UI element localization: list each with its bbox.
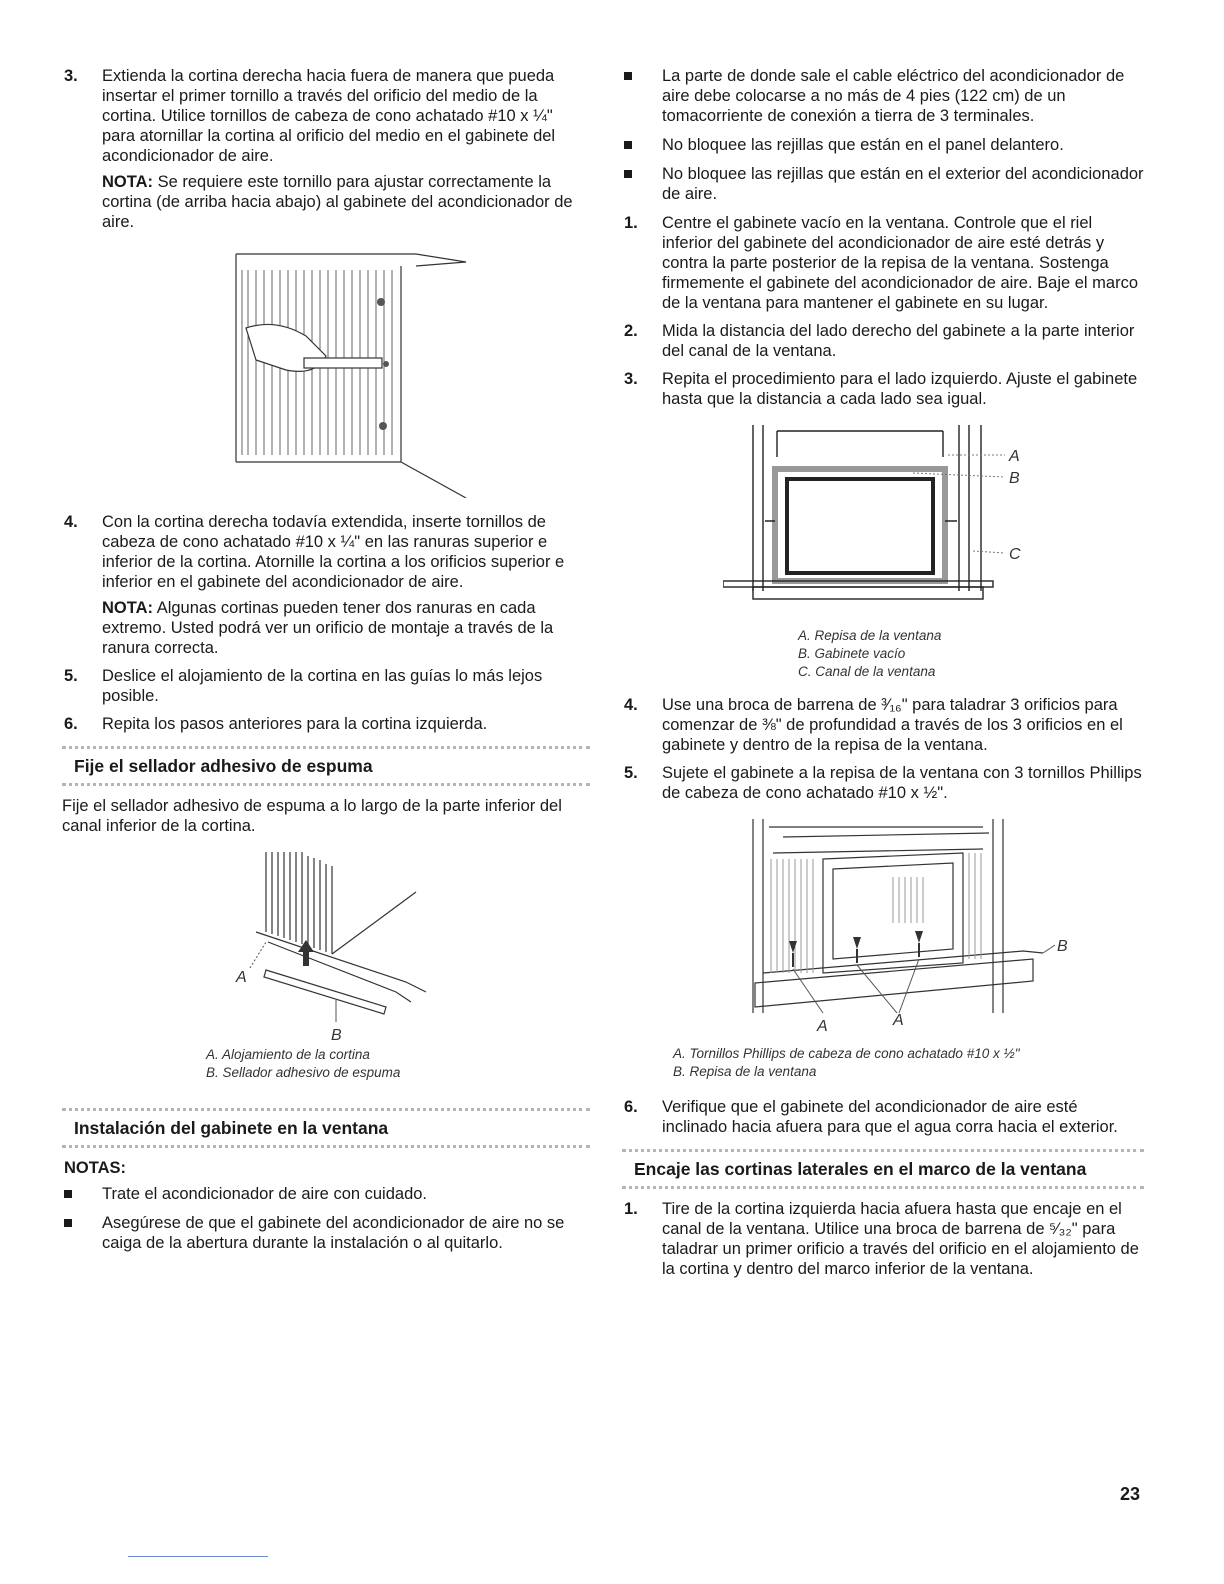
- step-number: 2.: [624, 322, 638, 340]
- bullet-text: No bloquee las rejillas que están en el exterior del acondicionador de aire.: [662, 165, 1144, 203]
- note: [102, 598, 590, 658]
- fig-label-b: B: [331, 1027, 342, 1042]
- step-text: Centre el gabinete vacío en la ventana. Controle que el riel inferior del gabinete del acondicionador de aire esté detrás y contra la parte posterior de la repisa de la ventana. Sostenga firmemente el gabinete del acondicionador de aire. Baje el marco de la ventana para mantener el gabinete en su lugar.: [662, 214, 1139, 312]
- window-measure-illustration: [723, 421, 1043, 621]
- bullet-square: [624, 72, 632, 80]
- caption-line: A. Repisa de la ventana: [798, 628, 942, 643]
- caption-line: B. Gabinete vacío: [798, 646, 906, 661]
- note-label: NOTA:: [102, 173, 154, 191]
- page-number: 23: [1119, 1484, 1140, 1504]
- fig-label-c: C: [1009, 546, 1021, 563]
- step-text: Use una broca de barrena de ³⁄₁₆" para taladrar 3 orificios para comenzar de ⅜" de profundidad a través de los 3 orificios en el gabinete y dentro de la repisa de la ventana.: [662, 696, 1123, 754]
- step-number: 4.: [624, 696, 638, 714]
- step-4: [622, 695, 1144, 755]
- left-column: [62, 66, 590, 1262]
- bullet-square: [624, 170, 632, 178]
- foam-seal-illustration: [206, 842, 446, 1042]
- step-4: [62, 512, 590, 658]
- bullet-square: [624, 141, 632, 149]
- window-figure-caption: [798, 627, 968, 681]
- bullet-square: [64, 1219, 72, 1227]
- step-2: [622, 321, 1144, 361]
- bullet-square: [64, 1190, 72, 1198]
- bullet-item: [622, 164, 1144, 204]
- step-number: 3.: [624, 370, 638, 388]
- right-column: [622, 66, 1144, 1287]
- caption-line: B. Sellador adhesivo de espuma: [206, 1065, 401, 1080]
- step-text: Deslice el alojamiento de la cortina en las guías lo más lejos posible.: [102, 667, 543, 705]
- note-label: NOTA:: [102, 599, 154, 617]
- step-text: Repita los pasos anteriores para la cortina izquierda.: [102, 715, 488, 733]
- caption-line: A. Tornillos Phillips de cabeza de cono achatado #10 x ½": [673, 1046, 1020, 1061]
- step-number: 6.: [624, 1098, 638, 1116]
- bullet-item: [62, 1184, 590, 1204]
- step-number: 3.: [64, 67, 78, 85]
- step-1: [622, 213, 1144, 313]
- section-heading-foam: Fije el sellador adhesivo de espuma: [62, 746, 590, 786]
- step-text: Repita el procedimiento para el lado izquierdo. Ajuste el gabinete hasta que la distancia a cada lado sea igual.: [662, 370, 1138, 408]
- caption-line: B. Repisa de la ventana: [673, 1064, 817, 1079]
- caption-line: C. Canal de la ventana: [798, 664, 936, 679]
- step-number: 4.: [64, 513, 78, 531]
- note-text: Algunas cortinas pueden tener dos ranuras en cada extremo. Usted podrá ver un orificio de montaje a través de la ranura correcta.: [102, 599, 554, 657]
- step-text: Verifique que el gabinete del acondicionador de aire esté inclinado hacia afuera para que el agua corra hacia el exterior.: [662, 1098, 1118, 1136]
- foam-text: Fije el sellador adhesivo de espuma a lo largo de la parte inferior del canal inferior de la cortina.: [62, 797, 562, 835]
- bullet-text: Trate el acondicionador de aire con cuidado.: [102, 1185, 428, 1203]
- step-3: [62, 66, 590, 232]
- step-5: [622, 763, 1144, 803]
- step-6: [62, 714, 590, 734]
- section-heading-cabinet: Instalación del gabinete en la ventana: [62, 1108, 590, 1148]
- step-number: 5.: [624, 764, 638, 782]
- fig-label-a: A: [1009, 448, 1020, 465]
- step-text: Mida la distancia del lado derecho del gabinete a la parte interior del canal de la ventana.: [662, 322, 1135, 360]
- bullet-item: [622, 66, 1144, 126]
- step-number: 6.: [64, 715, 78, 733]
- step-number: 1.: [624, 1200, 638, 1218]
- step-number: 5.: [64, 667, 78, 685]
- fig-label-a: A: [893, 1012, 904, 1029]
- fig-label-b: B: [1009, 470, 1020, 487]
- section-heading-curtains: Encaje las cortinas laterales en el marco de la ventana: [622, 1149, 1144, 1189]
- note-text: Se requiere este tornillo para ajustar correctamente la cortina (de arriba hacia abajo) al gabinete del acondicionador de aire.: [102, 173, 573, 231]
- bullet-item: [62, 1213, 590, 1253]
- step-5: [62, 666, 590, 706]
- fig-label-b: B: [1057, 938, 1068, 955]
- step-text: Extienda la cortina derecha hacia fuera de manera que pueda insertar el primer tornillo a través del orificio del medio de la cortina. Utilice tornillos de cabeza de cono achatado #10 x ¼" para atornillar la cortina al orificio del medio en el gabinete del acondicionador de aire.: [102, 67, 556, 165]
- screws-figure-caption: [673, 1045, 1093, 1081]
- step-text: Con la cortina derecha todavía extendida, inserte tornillos de cabeza de cono achatado #10 x ¼" en las ranuras superior e inferior de la cortina. Atornille la cortina a los orificios superior e inferior en el gabinete del acondicionador de aire.: [102, 513, 565, 591]
- bullet-text: Asegúrese de que el gabinete del acondicionador de aire no se caiga de la abertura durante la instalación o al quitarlo.: [102, 1214, 565, 1252]
- fig-label-a: A: [817, 1018, 828, 1035]
- bullet-item: [622, 135, 1144, 155]
- curtain-screw-illustration: [176, 240, 476, 498]
- note: [102, 172, 590, 232]
- notes-label: NOTAS:: [64, 1159, 127, 1177]
- bullet-text: La parte de donde sale el cable eléctrico del acondicionador de aire debe colocarse a no más de 4 pies (122 cm) de un tomacorriente de conexión a tierra de 3 terminales.: [662, 67, 1125, 125]
- cabinet-screws-illustration: [693, 813, 1073, 1039]
- step-6: [622, 1097, 1144, 1137]
- bullet-text: No bloquee las rejillas que están en el panel delantero.: [662, 136, 1064, 154]
- step-3: [622, 369, 1144, 409]
- foam-figure-caption: [206, 1046, 446, 1082]
- caption-line: A. Alojamiento de la cortina: [206, 1047, 370, 1062]
- step-number: 1.: [624, 214, 638, 232]
- footer-rule: [128, 1556, 268, 1557]
- fig-label-a: A: [236, 969, 247, 986]
- step-text: Sujete el gabinete a la repisa de la ventana con 3 tornillos Phillips de cabeza de cono achatado #10 x ½".: [662, 764, 1142, 802]
- step-1: [622, 1199, 1144, 1279]
- step-text: Tire de la cortina izquierda hacia afuera hasta que encaje en el canal de la ventana. Utilice una broca de barrena de ⁵⁄₃₂" para taladrar un primer orificio a través del orificio en el alojamiento de la cortina y dentro del marco inferior de la ventana.: [662, 1200, 1139, 1278]
